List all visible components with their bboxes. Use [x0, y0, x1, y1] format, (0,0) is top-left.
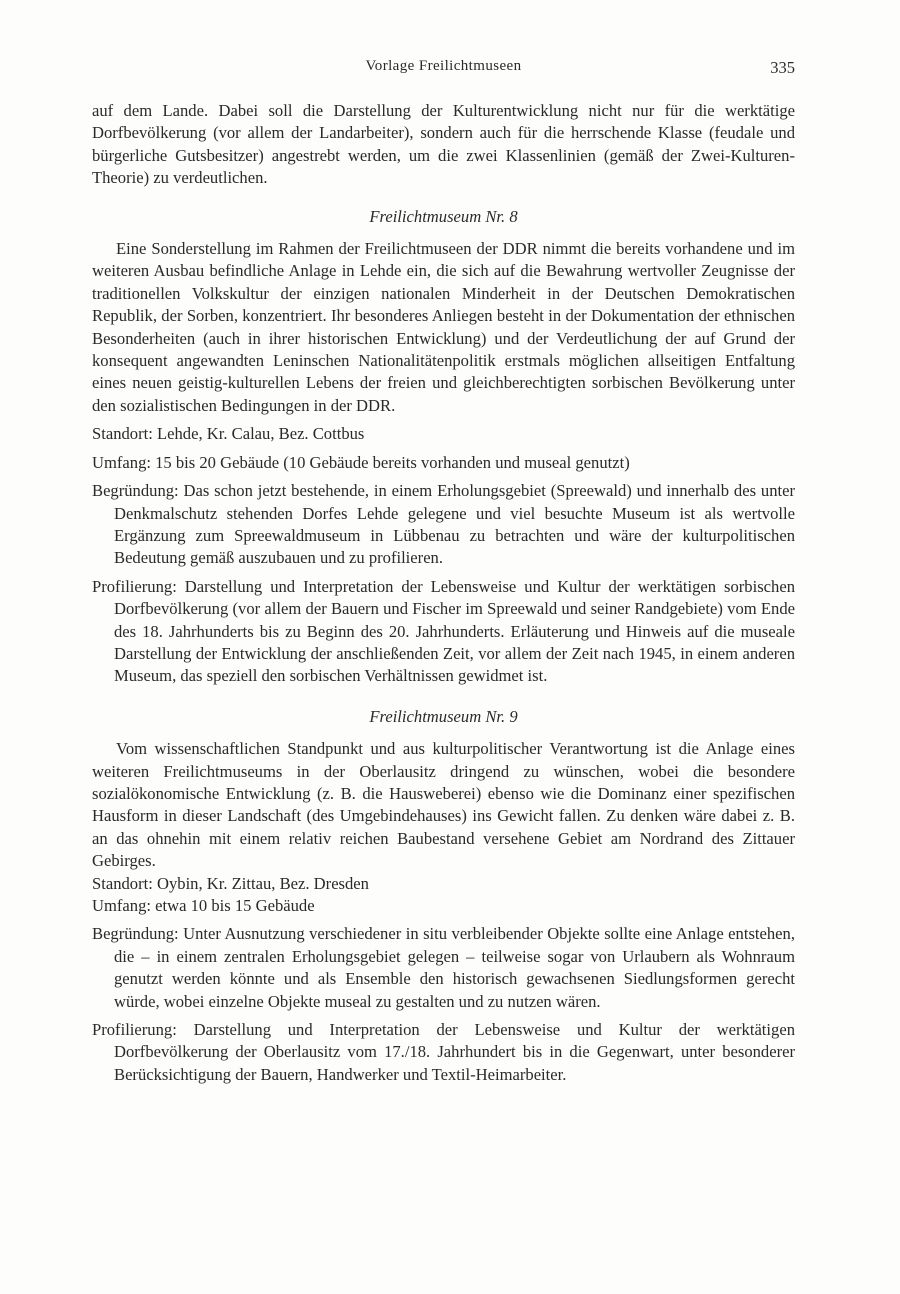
- museum-9-begruendung: Begründung: Unter Ausnutzung verschiedener in situ verbleibender Objekte sollte eine Anlage entstehen, die – in einem zentralen Erholungsgebiet gelegen – teilweise sogar von Urlaubern als Wohnraum genutzt werden könnte und als Ensemble den historisch gewachsenen Siedlungsformen gerecht würde, wobei einzelne Objekte museal zu gestalten und zu nutzen wären.: [92, 924, 795, 1011]
- museum-8-begruendung: Begründung: Das schon jetzt bestehende, in einem Erholungsgebiet (Spreewald) und innerhalb des unter Denkmalschutz stehenden Dorfes Lehde gelegene und viel besuchte Museum ist als wertvolle Ergänzung zum Spreewaldmuseum in Lübbenau zu betrachten und wäre der kulturpolitischen Bedeutung gemäß auszubauen und zu profilieren.: [92, 481, 795, 568]
- museum-8-umfang: Umfang: 15 bis 20 Gebäude (10 Gebäude bereits vorhanden und museal genutzt): [92, 452, 630, 472]
- section-heading-museum-9: Freilichtmuseum Nr. 9: [369, 706, 518, 726]
- section-heading-museum-8: Freilichtmuseum Nr. 8: [369, 206, 518, 226]
- museum-8-standort: Standort: Lehde, Kr. Calau, Bez. Cottbus: [92, 424, 365, 444]
- running-head: [92, 58, 795, 84]
- museum-9-profilierung: Profilierung: Darstellung und Interpretation der Lebensweise und Kultur der werktätigen Dorfbevölkerung der Oberlausitz vom 17./18. Jahrhundert bis in die Gegenwart, unter besonderer Berücksichtigung der Bauern, Handwerker und Textil-Heimarbeiter.: [92, 1020, 795, 1084]
- museum-9-paragraph: Vom wissenschaftlichen Standpunkt und aus kulturpolitischer Verantwortung ist die Anlage eines weiteren Freilichtmuseums in der Oberlausitz dringend zu wünschen, wobei die besondere sozialökonomische Entwicklung (z. B. die Hausweberei) ebenso wie die Dominanz einer spezifischen Hausform in dieser Landschaft (des Umgebindehauses) ins Gewicht fallen. Zu denken wäre dabei z. B. an das ohnehin mit einem relativ reichen Baubestand versehene Gebiet am Nordrand des Zittauer Gebirges.: [92, 739, 795, 871]
- body-text: [92, 100, 795, 1086]
- museum-9-umfang: Umfang: etwa 10 bis 15 Gebäude: [92, 896, 315, 915]
- intro-paragraph: auf dem Lande. Dabei soll die Darstellung der Kulturentwicklung nicht nur für die werktätige Dorfbevölkerung (vor allem der Landarbeiter), sondern auch für die herrschende Klasse (feudale und bürgerliche Gutsbesitzer) angestrebt werden, um die zwei Klassenlinien (gemäß der Zwei-Kulturen-Theorie) zu verdeutlichen.: [92, 101, 795, 188]
- page-number: 335: [770, 58, 795, 77]
- museum-8-profilierung: Profilierung: Darstellung und Interpretation der Lebensweise und Kultur der werktätigen sorbischen Dorfbevölkerung (vor allem der Bauern und Fischer im Spreewald und seiner Randgebiete) vom Ende des 18. Jahrhunderts bis zu Beginn des 20. Jahrhunderts. Erläuterung und Hinweis auf die museale Darstellung der Entwicklung der anschließenden Zeit, vor allem der Zeit nach 1945, in einem anderen Museum, das speziell den sorbischen Verhältnissen gewidmet ist.: [92, 576, 795, 686]
- running-title: Vorlage Freilichtmuseen: [365, 58, 522, 74]
- museum-9-standort: Standort: Oybin, Kr. Zittau, Bez. Dresden: [92, 873, 369, 893]
- museum-8-paragraph: Eine Sonderstellung im Rahmen der Freilichtmuseen der DDR nimmt die bereits vorhandene und im weiteren Ausbau befindliche Anlage in Lehde ein, die sich auf die Bewahrung wertvoller Zeugnisse der traditionellen Volkskultur der einzigen nationalen Minderheit in der Deutschen Demokratischen Republik, der Sorben, konzentriert. Ihr besonderes Anliegen besteht in der Dokumentation der ethnischen Besonderheiten (auch in ihrer historischen Entwicklung) und der Verdeutlichung der auf Grund der konsequent angewandten Leninschen Nationalitätenpolitik erstmals möglichen allseitigen Entfaltung eines neuen geistig-kulturellen Lebens der freien und gleichberechtigten sorbischen Bevölkerung unter den sozialistischen Bedingungen in der DDR.: [92, 239, 795, 415]
